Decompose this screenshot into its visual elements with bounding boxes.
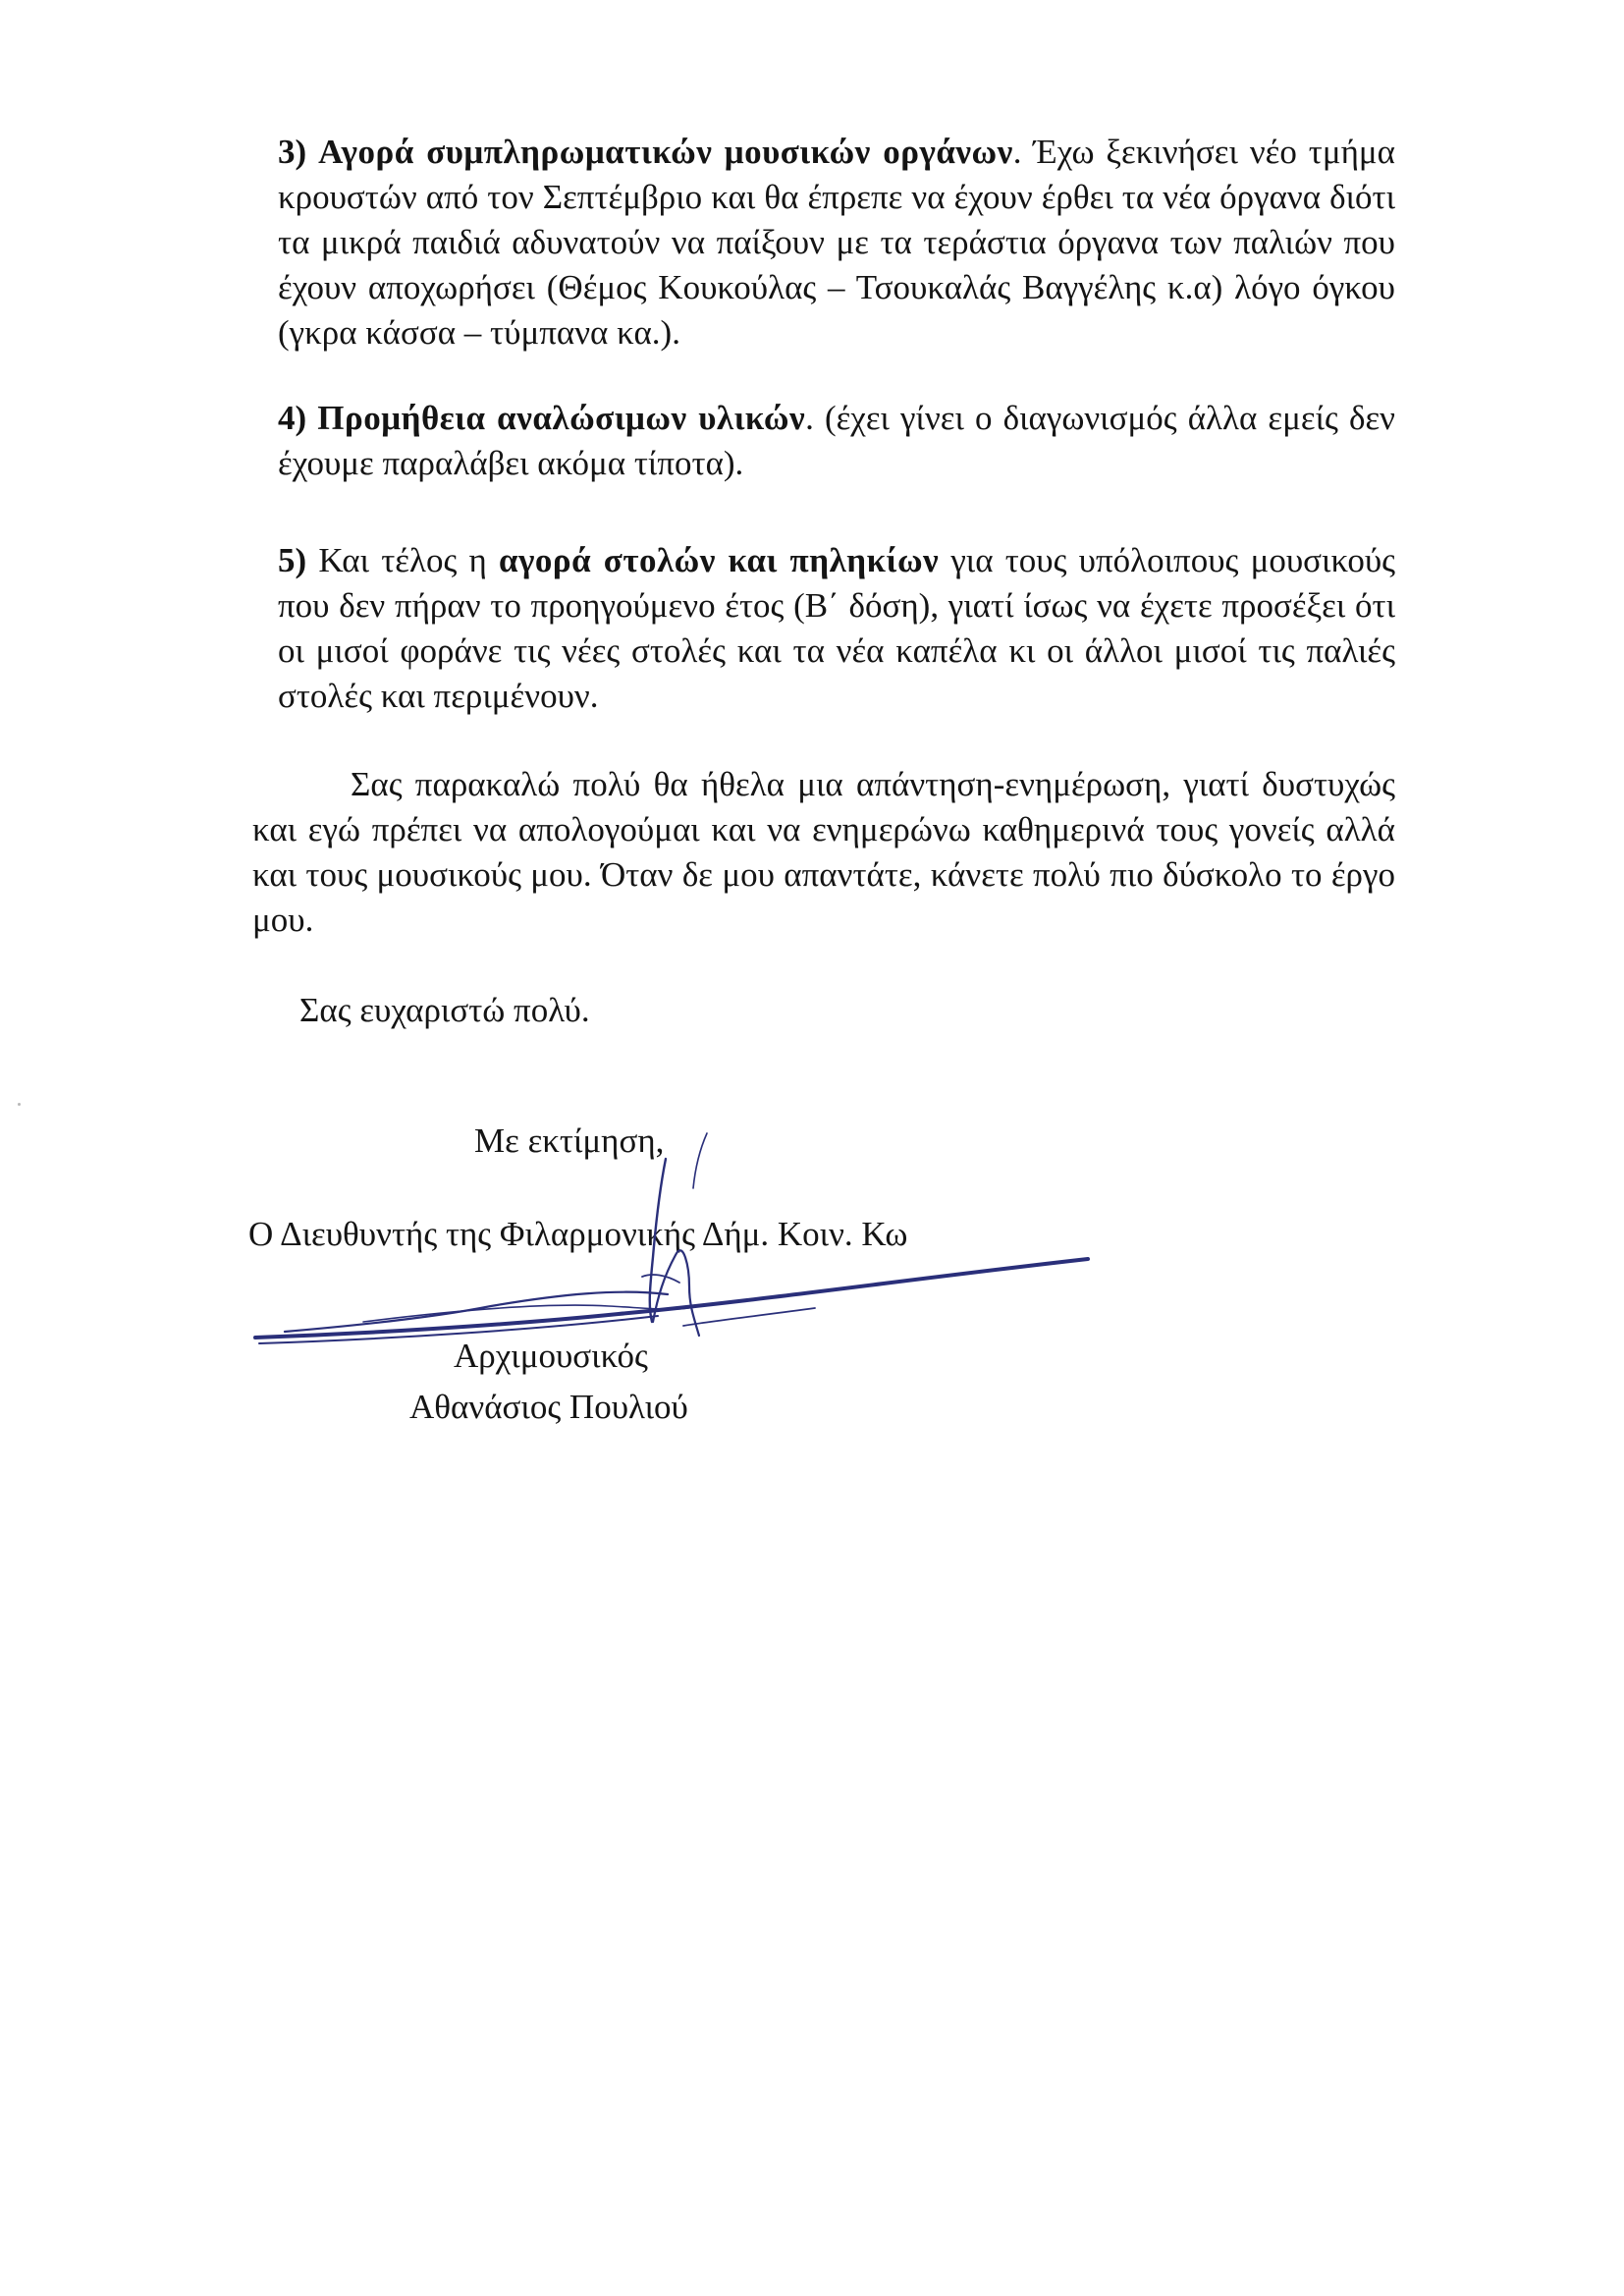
- thanks-line: Σας ευχαριστώ πολύ.: [299, 991, 590, 1029]
- list-item-3: [278, 130, 1395, 355]
- list-item-text-before: Και τέλος η: [318, 541, 499, 579]
- sender-name: Αθανάσιος Πουλιού: [409, 1388, 688, 1426]
- list-item-number: 3): [278, 133, 307, 171]
- list-item-number: 4): [278, 399, 307, 437]
- list-item-heading: Προμήθεια αναλώσιμων υλικών: [317, 399, 806, 437]
- closing-salutation: Με εκτίμηση,: [474, 1121, 665, 1160]
- sender-role-line: Ο Διευθυντής της Φιλαρμονικής Δήμ. Κοιν. Κω: [248, 1215, 908, 1253]
- list-item-text: . Έχω ξεκινήσει νέο τμήμα κρουστών από τον Σεπτέμβριο και θα έπρεπε να έχουν έρθει τα νέα όργανα διότι τα μικρά παιδιά αδυνατούν να παίξουν με τα τεράστια όργανα των παλιών που έχουν αποχωρήσει (Θέμος Κουκούλας – Τσουκαλάς Βαγγέλης κ.α) λόγο όγκου (γκρα κάσσα – τύμπανα κα.).: [278, 133, 1396, 352]
- scan-speck: [18, 1103, 21, 1106]
- list-item-heading: αγορά στολών και πηληκίων: [498, 541, 940, 579]
- list-item-5: [278, 538, 1395, 719]
- request-paragraph: Σας παρακαλώ πολύ θα ήθελα μια απάντηση-ενημέρωση, γιατί δυστυχώς και εγώ πρέπει να απολογούμαι και να ενημερώνω καθημερινά τους γονείς αλλά και τους μουσικούς μου. Όταν δε μου απαντάτε, κάνετε πολύ πιο δύσκολο το έργο μου.: [252, 765, 1395, 939]
- list-item-4: [278, 396, 1395, 486]
- list-item-text: για τους υπόλοιπους μουσικούς που δεν πήραν το προηγούμενο έτος (Β΄ δόση), γιατί ίσως να έχετε προσέξει ότι οι μισοί φοράνε τις νέες στολές και τα νέα καπέλα κι οι άλλοι μισοί τις παλιές στολές και περιμένουν.: [278, 541, 1396, 715]
- list-item-text: . (έχει γίνει ο διαγωνισμός άλλα εμείς δεν έχουμε παραλάβει ακόμα τίποτα).: [278, 399, 1395, 482]
- handwritten-signature: [245, 1129, 1100, 1355]
- sender-title: Αρχιμουσικός: [454, 1337, 648, 1375]
- list-item-number: 5): [278, 541, 307, 579]
- list-item-heading: Αγορά συμπληρωματικών μουσικών οργάνων: [318, 133, 1013, 171]
